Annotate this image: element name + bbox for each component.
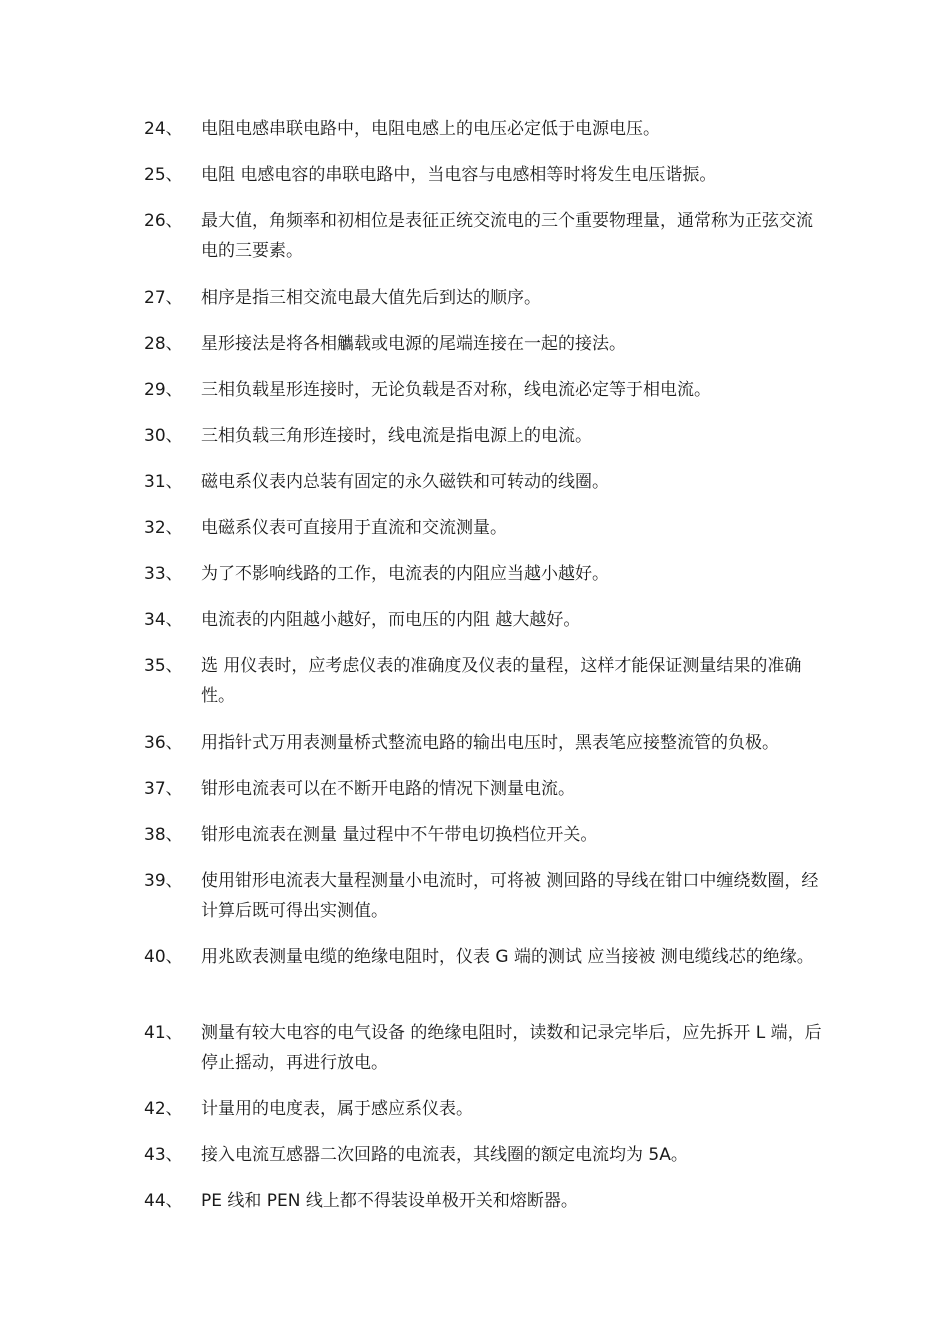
list-item bbox=[144, 421, 844, 451]
item-number: 31、 bbox=[144, 472, 183, 492]
list-item bbox=[144, 942, 844, 972]
item-number: 43、 bbox=[144, 1145, 183, 1165]
item-number: 40、 bbox=[144, 947, 183, 967]
list-item bbox=[144, 820, 844, 850]
list-item bbox=[144, 513, 844, 543]
item-text: 钳形电流表在测量 量过程中不午带电切换档位开关。 bbox=[201, 825, 598, 845]
item-text: 电阻电感串联电路中，电阻电感上的电压必定低于电源电压。 bbox=[201, 119, 660, 139]
item-number: 41、 bbox=[144, 1023, 183, 1043]
item-text: 三相负载三角形连接时，线电流是指电源上的电流。 bbox=[201, 426, 592, 446]
list-item bbox=[144, 467, 844, 497]
item-text: 计量用的电度表，属于感应系仪表。 bbox=[201, 1099, 473, 1119]
item-number: 34、 bbox=[144, 610, 183, 630]
item-number: 30、 bbox=[144, 426, 183, 446]
item-text: 接入电流互感器二次回路的电流表，其线圈的额定电流均为 5A。 bbox=[201, 1145, 688, 1165]
list-item bbox=[144, 651, 844, 711]
item-number: 44、 bbox=[144, 1191, 183, 1211]
item-number: 35、 bbox=[144, 656, 183, 676]
list-item bbox=[144, 114, 844, 144]
list-item bbox=[144, 1094, 844, 1124]
item-number: 39、 bbox=[144, 871, 183, 891]
item-text: 磁电系仪表内总装有固定的永久磁铁和可转动的线圈。 bbox=[201, 472, 609, 492]
item-number: 25、 bbox=[144, 165, 183, 185]
item-number: 36、 bbox=[144, 733, 183, 753]
item-text: 使用钳形电流表大量程测量小电流时，可将被 测回路的导线在钳口中缠绕数圈，经计算后既可得出实测值。 bbox=[201, 871, 819, 921]
item-number: 27、 bbox=[144, 288, 183, 308]
item-number: 24、 bbox=[144, 119, 183, 139]
list-item bbox=[144, 329, 844, 359]
item-text: 相序是指三相交流电最大值先后到达的顺序。 bbox=[201, 288, 541, 308]
item-text: 电阻 电感电容的串联电路中，当电容与电感相等时将发生电压谐振。 bbox=[201, 165, 717, 185]
item-number: 42、 bbox=[144, 1099, 183, 1119]
item-text: 为了不影响线路的工作，电流表的内阻应当越小越好。 bbox=[201, 564, 609, 584]
item-number: 32、 bbox=[144, 518, 183, 538]
item-text: 选 用仪表时，应考虑仪表的准确度及仪表的量程，这样才能保证测量结果的准确性。 bbox=[201, 656, 802, 706]
item-text: 最大值，角频率和初相位是表征正统交流电的三个重要物理量，通常称为正弦交流电的三要素。 bbox=[201, 211, 813, 261]
item-text: 电磁系仪表可直接用于直流和交流测量。 bbox=[201, 518, 507, 538]
item-text: 用指针式万用表测量桥式整流电路的输出电压时，黑表笔应接整流管的负极。 bbox=[201, 733, 779, 753]
list-item bbox=[144, 283, 844, 313]
item-number: 29、 bbox=[144, 380, 183, 400]
item-text: 星形接法是将各相觿载或电源的尾端连接在一起的接法。 bbox=[201, 334, 626, 354]
item-text: 钳形电流表可以在不断开电路的情况下测量电流。 bbox=[201, 779, 575, 799]
list-item bbox=[144, 605, 844, 635]
item-text: 电流表的内阻越小越好，而电压的内阻 越大越好。 bbox=[201, 610, 581, 630]
list-item bbox=[144, 559, 844, 589]
list-item bbox=[144, 1140, 844, 1170]
item-number: 38、 bbox=[144, 825, 183, 845]
item-number: 28、 bbox=[144, 334, 183, 354]
list-item bbox=[144, 375, 844, 405]
item-text: 测量有较大电容的电气设备 的绝缘电阻时，读数和记录完毕后，应先拆开 L 端，后停止摇动，再进行放电。 bbox=[201, 1023, 822, 1073]
item-number: 37、 bbox=[144, 779, 183, 799]
item-text: 用兆欧表测量电缆的绝缘电阻时，仪表 G 端的测试 应当接被 测电缆线芯的绝缘。 bbox=[201, 947, 814, 967]
list-item bbox=[144, 1186, 844, 1216]
list-item bbox=[144, 728, 844, 758]
list-item bbox=[144, 774, 844, 804]
list-item bbox=[144, 206, 844, 266]
item-number: 26、 bbox=[144, 211, 183, 231]
list-item bbox=[144, 160, 844, 190]
list-item bbox=[144, 866, 844, 926]
list-item bbox=[144, 1018, 844, 1078]
item-number: 33、 bbox=[144, 564, 183, 584]
item-text: PE 线和 PEN 线上都不得装设单极开关和熔断器。 bbox=[201, 1191, 578, 1211]
item-text: 三相负载星形连接时，无论负载是否对称，线电流必定等于相电流。 bbox=[201, 380, 711, 400]
